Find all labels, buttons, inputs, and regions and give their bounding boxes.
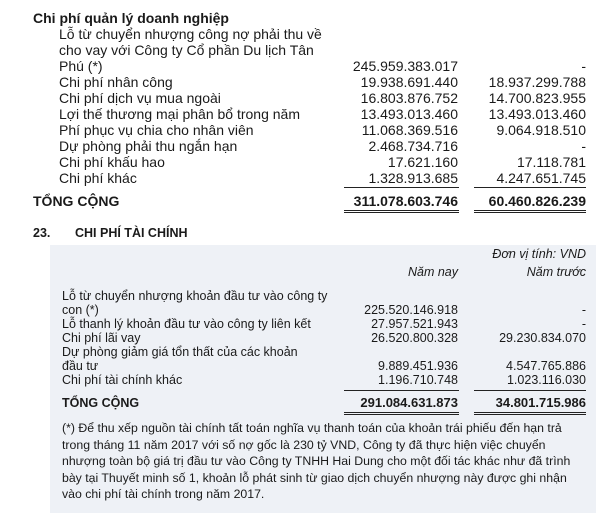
value-current: 225.520.146.918 [364, 303, 458, 317]
total-current: 291.084.631.873 [360, 395, 458, 410]
row-label: Lợi thế thương mại phân bổ trong năm [59, 106, 300, 122]
total-previous: 34.801.715.986 [495, 395, 586, 410]
value-previous: 29.230.834.070 [499, 331, 586, 345]
value-previous: 1.023.116.030 [506, 373, 586, 387]
subtotal-rule [474, 390, 586, 391]
row-label-line: cho vay với Công ty Cổ phần Du lịch Tân [59, 42, 314, 58]
value-previous: 4.247.651.745 [496, 170, 586, 186]
value-previous: - [581, 303, 586, 317]
subtotal-rule [344, 187, 459, 188]
subtotal-rule [344, 390, 459, 391]
total-rule [474, 212, 586, 213]
row-label: Chi phí khác [59, 170, 137, 186]
value-current: 17.621.160 [387, 154, 458, 170]
row-label: Chi phí tài chính khác [62, 373, 183, 387]
total-rule [344, 210, 459, 211]
section-number: 23. [33, 226, 51, 240]
value-current: 13.493.013.460 [360, 106, 458, 122]
total-previous: 60.460.826.239 [488, 193, 586, 209]
row-label: Dự phòng phải thu ngắn hạn [59, 138, 238, 154]
value-previous: - [581, 317, 586, 331]
section-title: Chi phí quản lý doanh nghiệp [33, 10, 229, 26]
row-label-line: Lỗ từ chuyển nhượng khoản đầu tư vào công ty [62, 289, 328, 303]
total-rule [344, 414, 459, 415]
value-current: 27.957.521.943 [371, 317, 458, 331]
total-label: TỔNG CỘNG [33, 193, 120, 209]
value-previous: 9.064.918.510 [496, 122, 586, 138]
row-label: Chi phí dịch vụ mua ngoài [59, 90, 221, 106]
value-previous: 18.937.299.788 [488, 74, 586, 90]
value-previous: 4.547.765.886 [506, 359, 586, 373]
value-previous: 13.493.013.460 [488, 106, 586, 122]
row-label: Chi phí lãi vay [62, 331, 141, 345]
row-label-line: Phú (*) [59, 58, 103, 74]
value-current: 11.068.369.516 [361, 122, 458, 138]
value-current: 245.959.383.017 [352, 58, 458, 74]
value-current: 19.938.691.440 [360, 74, 458, 90]
total-rule [344, 212, 459, 213]
total-rule [474, 414, 586, 415]
value-current: 1.196.710.748 [378, 373, 458, 387]
footnote: (*) Để thu xếp nguồn tài chính tất toán nghĩa vụ thanh toán của khoản trái phiếu đến hạn trả trong tháng 11 năm 2017 với số nợ gốc là 230 tỷ VND, Công ty đã thực hiện việc chuyển nhượng toàn bộ giá trị đầu tư vào Công ty TNHH Hai Dung cho một đối tác khác như đã trình bày tại Thuyết minh số 1, khoản lỗ phát sinh từ giao dịch chuyển nhượng này được ghi nhận vào chi phí tài chính trong năm 2017. [62, 421, 571, 501]
row-label: Chi phí nhân công [59, 74, 173, 90]
row-label: Chi phí khấu hao [59, 154, 165, 170]
total-rule [344, 412, 459, 413]
value-current: 9.889.451.936 [378, 359, 458, 373]
total-rule [474, 412, 586, 413]
row-label: Lỗ thanh lý khoản đầu tư vào công ty liên kết [62, 317, 311, 331]
column-header-current: Năm nay [407, 265, 458, 279]
row-label-line: đầu tư [62, 359, 99, 373]
value-current: 16.803.876.752 [360, 90, 458, 106]
total-rule [474, 210, 586, 211]
row-label-line: Dự phòng giảm giá tổn thất của các khoản [62, 345, 298, 359]
value-previous: - [581, 138, 586, 154]
section-title: CHI PHÍ TÀI CHÍNH [75, 226, 188, 240]
value-current: 26.520.800.328 [371, 331, 458, 345]
total-label: TỔNG CỘNG [62, 396, 140, 410]
row-label-line: con (*) [62, 303, 99, 317]
row-label: Phí phục vụ chia cho nhân viên [59, 122, 254, 138]
row-label-line: Lỗ từ chuyển nhượng công nợ phải thu về [59, 26, 322, 42]
value-previous: 14.700.823.955 [488, 90, 586, 106]
column-header-previous: Năm trước [526, 265, 586, 279]
total-current: 311.078.603.746 [353, 193, 458, 209]
subtotal-rule [474, 187, 586, 188]
value-previous: 17.118.781 [516, 154, 586, 170]
value-current: 2.468.734.716 [368, 138, 458, 154]
unit-label: Đơn vị tính: VND [492, 247, 586, 261]
value-current: 1.328.913.685 [368, 170, 458, 186]
value-previous: - [581, 58, 586, 74]
